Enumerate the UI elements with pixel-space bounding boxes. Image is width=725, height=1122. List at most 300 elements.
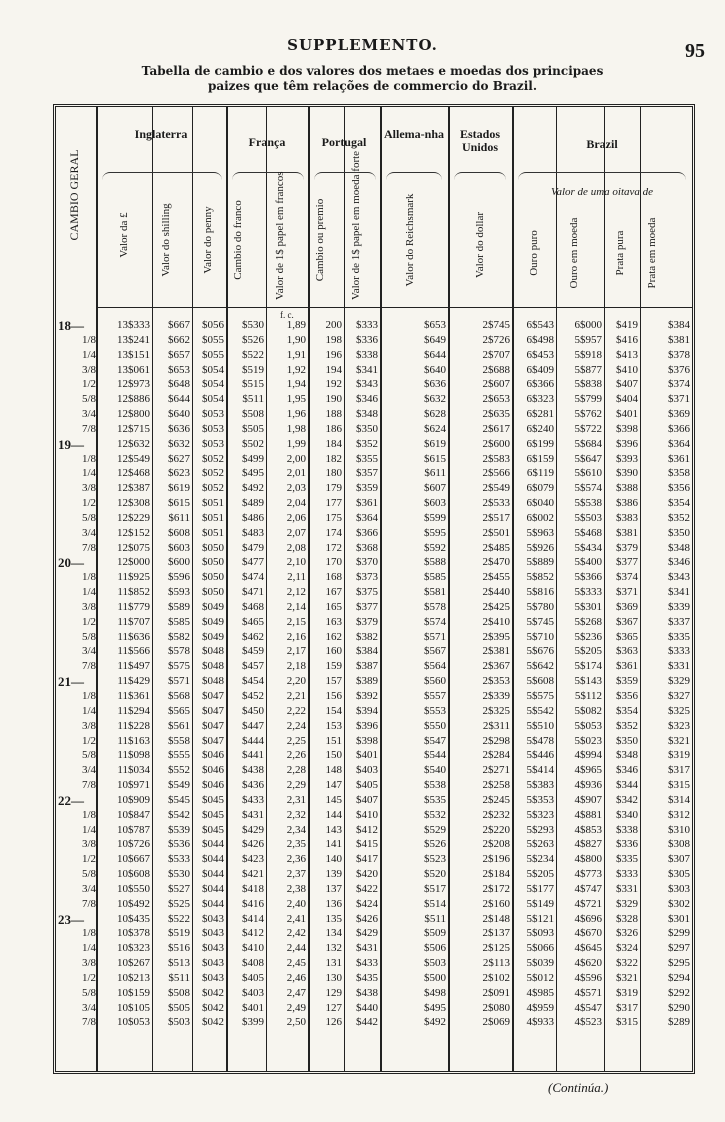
cell-premio: 182 xyxy=(325,452,342,465)
cell-penny: $043 xyxy=(202,971,224,984)
cell-prata-pura: $319 xyxy=(616,986,638,999)
col-reichsmark: Valor do Reichsmark xyxy=(404,193,416,287)
cell-shilling: $611 xyxy=(168,511,190,524)
cell-papel-francos: 2,18 xyxy=(286,660,306,673)
cambio-label: 1/2 xyxy=(81,971,96,984)
cell-reichsmark: $529 xyxy=(424,823,446,836)
cell-ouro-puro: 5$323 xyxy=(526,808,554,821)
cambio-label: 1/2 xyxy=(81,615,96,628)
cell-papel-forte: $346 xyxy=(356,393,378,406)
cell-shilling: $593 xyxy=(168,586,190,599)
cell-prata-pura: $348 xyxy=(616,749,638,762)
cell-papel-forte: $377 xyxy=(356,600,378,613)
cell-ouro-moeda: 5$112 xyxy=(574,690,602,702)
cell-cambio-franco: $522 xyxy=(242,348,264,361)
cell-ouro-moeda: 4$907 xyxy=(574,793,602,806)
cell-premio: 139 xyxy=(325,868,342,881)
cell-prata-moeda: $366 xyxy=(668,422,690,435)
cell-reichsmark: $632 xyxy=(424,393,446,406)
cell-papel-francos: 2,44 xyxy=(286,942,306,955)
cell-cambio-franco: $457 xyxy=(242,660,264,673)
cell-premio: 168 xyxy=(325,571,342,584)
cell-dollar: 2$298 xyxy=(482,734,510,747)
cell-reichsmark: $644 xyxy=(424,348,446,361)
cell-ouro-puro: 5$642 xyxy=(526,660,554,673)
col-papel-francos: Valor de 1$ papel em francos xyxy=(274,171,286,300)
cell-papel-forte: $431 xyxy=(356,942,378,955)
cell-papel-francos: 2,50 xyxy=(286,1016,306,1029)
cell-reichsmark: $560 xyxy=(424,675,446,688)
cell-premio: 132 xyxy=(325,942,342,955)
cell-prata-moeda: $325 xyxy=(668,704,690,717)
cell-ouro-moeda: 5$838 xyxy=(574,378,602,391)
cell-cambio-franco: $489 xyxy=(242,497,264,510)
cell-penny: $044 xyxy=(202,838,224,851)
cell-papel-forte: $341 xyxy=(356,363,378,376)
cell-prata-pura: $346 xyxy=(616,764,638,777)
header-franca: França xyxy=(248,135,286,149)
cell-papel-francos: 1,90 xyxy=(286,333,306,346)
cell-libra: 11$228 xyxy=(117,719,150,732)
cell-libra: 12$886 xyxy=(117,393,150,406)
cell-premio: 196 xyxy=(325,348,342,361)
cell-reichsmark: $550 xyxy=(424,719,446,732)
cell-prata-pura: $374 xyxy=(616,571,638,584)
cell-reichsmark: $498 xyxy=(424,986,446,999)
cell-penny: $054 xyxy=(202,393,224,406)
cell-premio: 147 xyxy=(325,779,342,792)
cell-libra: 10$213 xyxy=(117,971,150,984)
cell-cambio-franco: $441 xyxy=(242,749,264,762)
cell-libra: 11$361 xyxy=(117,690,150,702)
cell-reichsmark: $619 xyxy=(424,437,446,450)
cell-premio: 130 xyxy=(325,971,342,984)
cell-papel-forte: $440 xyxy=(356,1001,378,1014)
cambio-label: 1/2 xyxy=(81,497,96,510)
cell-prata-moeda: $364 xyxy=(668,437,690,450)
cell-shilling: $530 xyxy=(168,868,190,881)
cell-reichsmark: $649 xyxy=(424,333,446,346)
cell-prata-moeda: $317 xyxy=(668,764,690,777)
cell-dollar: 2$184 xyxy=(482,868,510,881)
cell-ouro-puro: 5$353 xyxy=(526,793,554,806)
cell-shilling: $565 xyxy=(168,704,190,717)
cell-dollar: 2$245 xyxy=(482,793,510,806)
cell-penny: $050 xyxy=(202,586,224,599)
cell-libra: 11$163 xyxy=(117,734,150,747)
cell-prata-pura: $393 xyxy=(616,452,638,465)
cell-papel-francos: 2,41 xyxy=(286,912,306,925)
cell-prata-pura: $377 xyxy=(616,556,638,569)
cell-libra: 11$707 xyxy=(117,615,150,628)
cell-cambio-franco: $429 xyxy=(242,823,264,836)
fc-label: f. c. xyxy=(280,310,294,320)
cell-reichsmark: $567 xyxy=(424,645,446,658)
cell-libra: 11$566 xyxy=(117,645,150,658)
cell-cambio-franco: $426 xyxy=(242,838,264,851)
table-row xyxy=(96,763,692,778)
cell-ouro-moeda: 4$721 xyxy=(574,897,602,910)
cambio-label: 3/8 xyxy=(81,719,96,732)
cell-penny: $049 xyxy=(202,600,224,613)
cell-prata-moeda: $302 xyxy=(668,897,690,910)
cell-papel-francos: 2,45 xyxy=(286,957,306,970)
cell-shilling: $662 xyxy=(168,333,190,346)
cambio-label: 3/8 xyxy=(81,482,96,495)
cell-reichsmark: $544 xyxy=(424,749,446,762)
cambio-label: 7/8 xyxy=(81,541,96,554)
cell-prata-pura: $331 xyxy=(616,882,638,895)
cell-papel-forte: $420 xyxy=(356,868,378,881)
cell-libra: 12$715 xyxy=(117,422,150,435)
cell-prata-pura: $344 xyxy=(616,779,638,792)
cell-libra: 11$429 xyxy=(117,675,150,688)
cell-cambio-franco: $431 xyxy=(242,808,264,821)
cell-shilling: $619 xyxy=(168,482,190,495)
table-row xyxy=(96,437,692,452)
col-libra: Valor da £ xyxy=(118,212,130,258)
cell-prata-moeda: $323 xyxy=(668,719,690,732)
cell-papel-francos: 2,31 xyxy=(286,793,306,806)
cell-papel-forte: $417 xyxy=(356,853,378,866)
cell-ouro-puro: 5$205 xyxy=(526,868,554,881)
cell-papel-francos: 2,06 xyxy=(286,511,306,524)
table-row xyxy=(96,363,692,378)
cell-ouro-puro: 4$959 xyxy=(526,1001,554,1014)
table-row xyxy=(96,526,692,541)
cell-prata-moeda: $289 xyxy=(668,1016,690,1029)
cell-dollar: 2$080 xyxy=(482,1001,510,1014)
cell-ouro-moeda: 5$023 xyxy=(574,734,602,747)
table-row xyxy=(96,377,692,392)
cell-reichsmark: $603 xyxy=(424,497,446,510)
cambio-label: 5/8 xyxy=(81,511,96,524)
cell-cambio-franco: $462 xyxy=(242,630,264,643)
cell-premio: 167 xyxy=(325,586,342,599)
cell-dollar: 2$455 xyxy=(482,571,510,584)
cell-dollar: 2$533 xyxy=(482,497,510,510)
cell-cambio-franco: $416 xyxy=(242,897,264,910)
table-row xyxy=(96,422,692,437)
cell-dollar: 2$325 xyxy=(482,704,510,717)
cell-ouro-puro: 5$414 xyxy=(526,764,554,777)
cell-cambio-franco: $483 xyxy=(242,526,264,539)
cell-papel-forte: $338 xyxy=(356,348,378,361)
cell-prata-moeda: $339 xyxy=(668,600,690,613)
cell-papel-forte: $336 xyxy=(356,333,378,346)
cell-papel-forte: $433 xyxy=(356,957,378,970)
cambio-label: 3/4 xyxy=(81,645,96,658)
cell-penny: $053 xyxy=(202,408,224,421)
cell-reichsmark: $599 xyxy=(424,511,446,524)
table-row xyxy=(96,867,692,882)
cell-papel-forte: $398 xyxy=(356,734,378,747)
cell-prata-pura: $324 xyxy=(616,942,638,955)
cell-papel-francos: 2,47 xyxy=(286,986,306,999)
cell-libra: 12$152 xyxy=(117,526,150,539)
cell-ouro-puro: 6$199 xyxy=(526,437,554,450)
cell-prata-moeda: $354 xyxy=(668,497,690,510)
header-cambio-geral: CAMBIO GERAL xyxy=(67,149,81,241)
cell-penny: $042 xyxy=(202,1016,224,1029)
cell-papel-forte: $352 xyxy=(356,437,378,450)
cell-ouro-puro: 5$446 xyxy=(526,749,554,762)
table-title xyxy=(50,64,695,94)
cell-prata-pura: $322 xyxy=(616,957,638,970)
cell-ouro-puro: 5$710 xyxy=(526,630,554,643)
cell-ouro-puro: 5$676 xyxy=(526,645,554,658)
cell-cambio-franco: $515 xyxy=(242,378,264,391)
cell-ouro-puro: 6$498 xyxy=(526,333,554,346)
cambio-label: 3/4 xyxy=(81,764,96,777)
cell-premio: 174 xyxy=(325,526,342,539)
table-row xyxy=(96,600,692,615)
cell-shilling: $516 xyxy=(168,942,190,955)
cell-ouro-puro: 5$575 xyxy=(526,690,554,702)
cell-premio: 175 xyxy=(325,511,342,524)
cell-dollar: 2$470 xyxy=(482,556,510,569)
cell-reichsmark: $574 xyxy=(424,615,446,628)
cambio-label: 20— xyxy=(58,555,84,571)
col-shilling: Valor do shilling xyxy=(160,203,172,277)
cell-penny: $052 xyxy=(202,452,224,465)
cell-premio: 159 xyxy=(325,660,342,673)
cambio-label: 5/8 xyxy=(81,749,96,762)
continua-footer: (Continúa.) xyxy=(548,1080,609,1095)
cell-penny: $055 xyxy=(202,348,224,361)
cell-dollar: 2$501 xyxy=(482,526,510,539)
cell-prata-moeda: $290 xyxy=(668,1001,690,1014)
cell-cambio-franco: $421 xyxy=(242,868,264,881)
cell-shilling: $522 xyxy=(168,912,190,925)
cell-papel-forte: $394 xyxy=(356,704,378,717)
cell-reichsmark: $492 xyxy=(424,1016,446,1029)
cambio-label: 5/8 xyxy=(81,393,96,406)
cell-penny: $046 xyxy=(202,749,224,762)
cell-prata-moeda: $378 xyxy=(668,348,690,361)
cell-ouro-moeda: 5$574 xyxy=(574,482,602,495)
cell-shilling: $552 xyxy=(168,764,190,777)
cell-penny: $052 xyxy=(202,482,224,495)
cell-penny: $051 xyxy=(202,497,224,510)
cambio-label: 7/8 xyxy=(81,422,96,435)
cell-papel-forte: $438 xyxy=(356,986,378,999)
cell-libra: 10$105 xyxy=(117,1001,150,1014)
cell-papel-francos: 2,26 xyxy=(286,749,306,762)
cambio-label: 5/8 xyxy=(81,868,96,881)
cell-ouro-puro: 5$963 xyxy=(526,526,554,539)
table-row xyxy=(96,926,692,941)
cell-dollar: 2$284 xyxy=(482,749,510,762)
cambio-label: 7/8 xyxy=(81,660,96,673)
cell-dollar: 2$566 xyxy=(482,467,510,480)
running-head: SUPPLEMENTO. xyxy=(287,36,438,54)
cambio-label: 19— xyxy=(58,436,84,452)
cell-prata-moeda: $295 xyxy=(668,957,690,970)
cell-prata-pura: $379 xyxy=(616,541,638,554)
cell-ouro-moeda: 5$268 xyxy=(574,615,602,628)
cell-papel-francos: 1,96 xyxy=(286,408,306,421)
cell-reichsmark: $511 xyxy=(424,912,446,925)
cell-reichsmark: $588 xyxy=(424,556,446,569)
cell-cambio-franco: $519 xyxy=(242,363,264,376)
cell-cambio-franco: $492 xyxy=(242,482,264,495)
table-row xyxy=(96,555,692,570)
cell-papel-francos: 2,38 xyxy=(286,882,306,895)
cell-prata-moeda: $297 xyxy=(668,942,690,955)
table-row xyxy=(96,971,692,986)
cell-ouro-moeda: 5$468 xyxy=(574,526,602,539)
cell-libra: 12$075 xyxy=(117,541,150,554)
cell-libra: 13$061 xyxy=(117,363,150,376)
cell-shilling: $657 xyxy=(168,348,190,361)
cell-dollar: 2$688 xyxy=(482,363,510,376)
table-row xyxy=(96,1001,692,1016)
cell-shilling: $578 xyxy=(168,645,190,658)
cell-cambio-franco: $511 xyxy=(242,393,264,406)
cell-dollar: 2$395 xyxy=(482,630,510,643)
table-row xyxy=(96,644,692,659)
cell-libra: 12$549 xyxy=(117,452,150,465)
table-row xyxy=(96,986,692,1001)
cambio-label: 3/4 xyxy=(81,408,96,421)
cell-penny: $047 xyxy=(202,719,224,732)
cell-reichsmark: $532 xyxy=(424,808,446,821)
cell-prata-pura: $398 xyxy=(616,422,638,435)
cell-papel-francos: 2,15 xyxy=(286,615,306,628)
col-dollar: Valor do dollar xyxy=(474,212,486,278)
cell-cambio-franco: $450 xyxy=(242,704,264,717)
table-row xyxy=(96,541,692,556)
header-inglaterra: Inglaterra xyxy=(134,127,188,141)
table-row xyxy=(96,734,692,749)
cell-premio: 190 xyxy=(325,393,342,406)
cell-libra: 12$000 xyxy=(117,556,150,569)
cell-penny: $044 xyxy=(202,868,224,881)
cell-premio: 127 xyxy=(325,1001,342,1014)
cell-cambio-franco: $423 xyxy=(242,853,264,866)
cell-prata-pura: $361 xyxy=(616,660,638,673)
cell-cambio-franco: $444 xyxy=(242,734,264,747)
cell-penny: $042 xyxy=(202,1001,224,1014)
table-row xyxy=(96,719,692,734)
cell-penny: $044 xyxy=(202,882,224,895)
cell-cambio-franco: $471 xyxy=(242,586,264,599)
cell-papel-forte: $429 xyxy=(356,927,378,940)
cell-reichsmark: $538 xyxy=(424,779,446,792)
cell-papel-francos: 1,95 xyxy=(286,393,306,406)
cell-dollar: 2$102 xyxy=(482,971,510,984)
cell-shilling: $536 xyxy=(168,838,190,851)
cell-reichsmark: $640 xyxy=(424,363,446,376)
cell-papel-francos: 2,35 xyxy=(286,838,306,851)
cell-ouro-puro: 6$079 xyxy=(526,482,554,495)
cell-papel-forte: $442 xyxy=(356,1016,378,1029)
cell-cambio-franco: $459 xyxy=(242,645,264,658)
cell-shilling: $596 xyxy=(168,571,190,584)
cell-papel-forte: $384 xyxy=(356,645,378,658)
cambio-label: 1/8 xyxy=(81,452,96,465)
cell-papel-francos: 2,25 xyxy=(286,734,306,747)
cell-shilling: $561 xyxy=(168,719,190,732)
cell-penny: $047 xyxy=(202,704,224,717)
cell-premio: 160 xyxy=(325,645,342,658)
cell-cambio-franco: $412 xyxy=(242,927,264,940)
cell-libra: 11$098 xyxy=(117,749,150,762)
cell-reichsmark: $547 xyxy=(424,734,446,747)
cell-cambio-franco: $508 xyxy=(242,408,264,421)
cell-shilling: $600 xyxy=(168,556,190,569)
cell-papel-francos: 2,04 xyxy=(286,497,306,510)
cell-ouro-puro: 5$510 xyxy=(526,719,554,732)
cell-ouro-moeda: 5$053 xyxy=(574,719,602,732)
header-portugal: Portugal xyxy=(321,135,367,149)
cell-penny: $044 xyxy=(202,853,224,866)
cell-prata-moeda: $371 xyxy=(668,393,690,406)
cell-dollar: 2$258 xyxy=(482,779,510,792)
col-papel-forte: Valor de 1$ papel em moeda forte xyxy=(350,150,362,300)
cell-premio: 140 xyxy=(325,853,342,866)
table-row xyxy=(96,496,692,511)
cell-shilling: $582 xyxy=(168,630,190,643)
cell-shilling: $623 xyxy=(168,467,190,480)
table-row xyxy=(96,837,692,852)
cambio-label: 1/8 xyxy=(81,333,96,346)
cell-shilling: $603 xyxy=(168,541,190,554)
cell-papel-forte: $422 xyxy=(356,882,378,895)
cell-prata-pura: $338 xyxy=(616,823,638,836)
cell-papel-francos: 2,49 xyxy=(286,1001,306,1014)
cell-prata-moeda: $294 xyxy=(668,971,690,984)
cell-ouro-puro: 5$780 xyxy=(526,600,554,613)
cell-prata-pura: $396 xyxy=(616,437,638,450)
cell-premio: 157 xyxy=(325,675,342,688)
header-valor-oitava: Valor de uma oitava de xyxy=(550,186,654,198)
cell-libra: 10$159 xyxy=(117,986,150,999)
cell-prata-moeda: $381 xyxy=(668,333,690,346)
cell-prata-pura: $342 xyxy=(616,793,638,806)
table-row xyxy=(96,1015,692,1030)
cell-papel-francos: 2,28 xyxy=(286,764,306,777)
cell-prata-pura: $386 xyxy=(616,497,638,510)
cell-reichsmark: $503 xyxy=(424,957,446,970)
cell-ouro-moeda: 4$645 xyxy=(574,942,602,955)
cell-reichsmark: $611 xyxy=(424,467,446,480)
cell-papel-francos: 2,11 xyxy=(287,571,306,584)
cell-libra: 11$294 xyxy=(117,704,150,717)
cell-shilling: $545 xyxy=(168,793,190,806)
cell-cambio-franco: $405 xyxy=(242,971,264,984)
cell-reichsmark: $571 xyxy=(424,630,446,643)
cell-ouro-puro: 4$985 xyxy=(526,986,554,999)
cell-ouro-puro: 5$149 xyxy=(526,897,554,910)
cell-papel-forte: $405 xyxy=(356,779,378,792)
cell-ouro-moeda: 5$400 xyxy=(574,556,602,569)
cell-prata-pura: $350 xyxy=(616,734,638,747)
cell-papel-francos: 2,24 xyxy=(286,719,306,732)
table-row xyxy=(96,466,692,481)
cell-premio: 170 xyxy=(325,556,342,569)
cell-dollar: 2$125 xyxy=(482,942,510,955)
col-ouro-moeda: Ouro em moeda xyxy=(568,217,580,289)
cell-dollar: 2$617 xyxy=(482,422,510,435)
cell-penny: $045 xyxy=(202,808,224,821)
cell-premio: 145 xyxy=(325,793,342,806)
cell-ouro-moeda: 5$538 xyxy=(574,497,602,510)
cell-cambio-franco: $436 xyxy=(242,779,264,792)
cambio-label: 7/8 xyxy=(81,779,96,792)
cell-papel-francos: 2,40 xyxy=(286,897,306,910)
